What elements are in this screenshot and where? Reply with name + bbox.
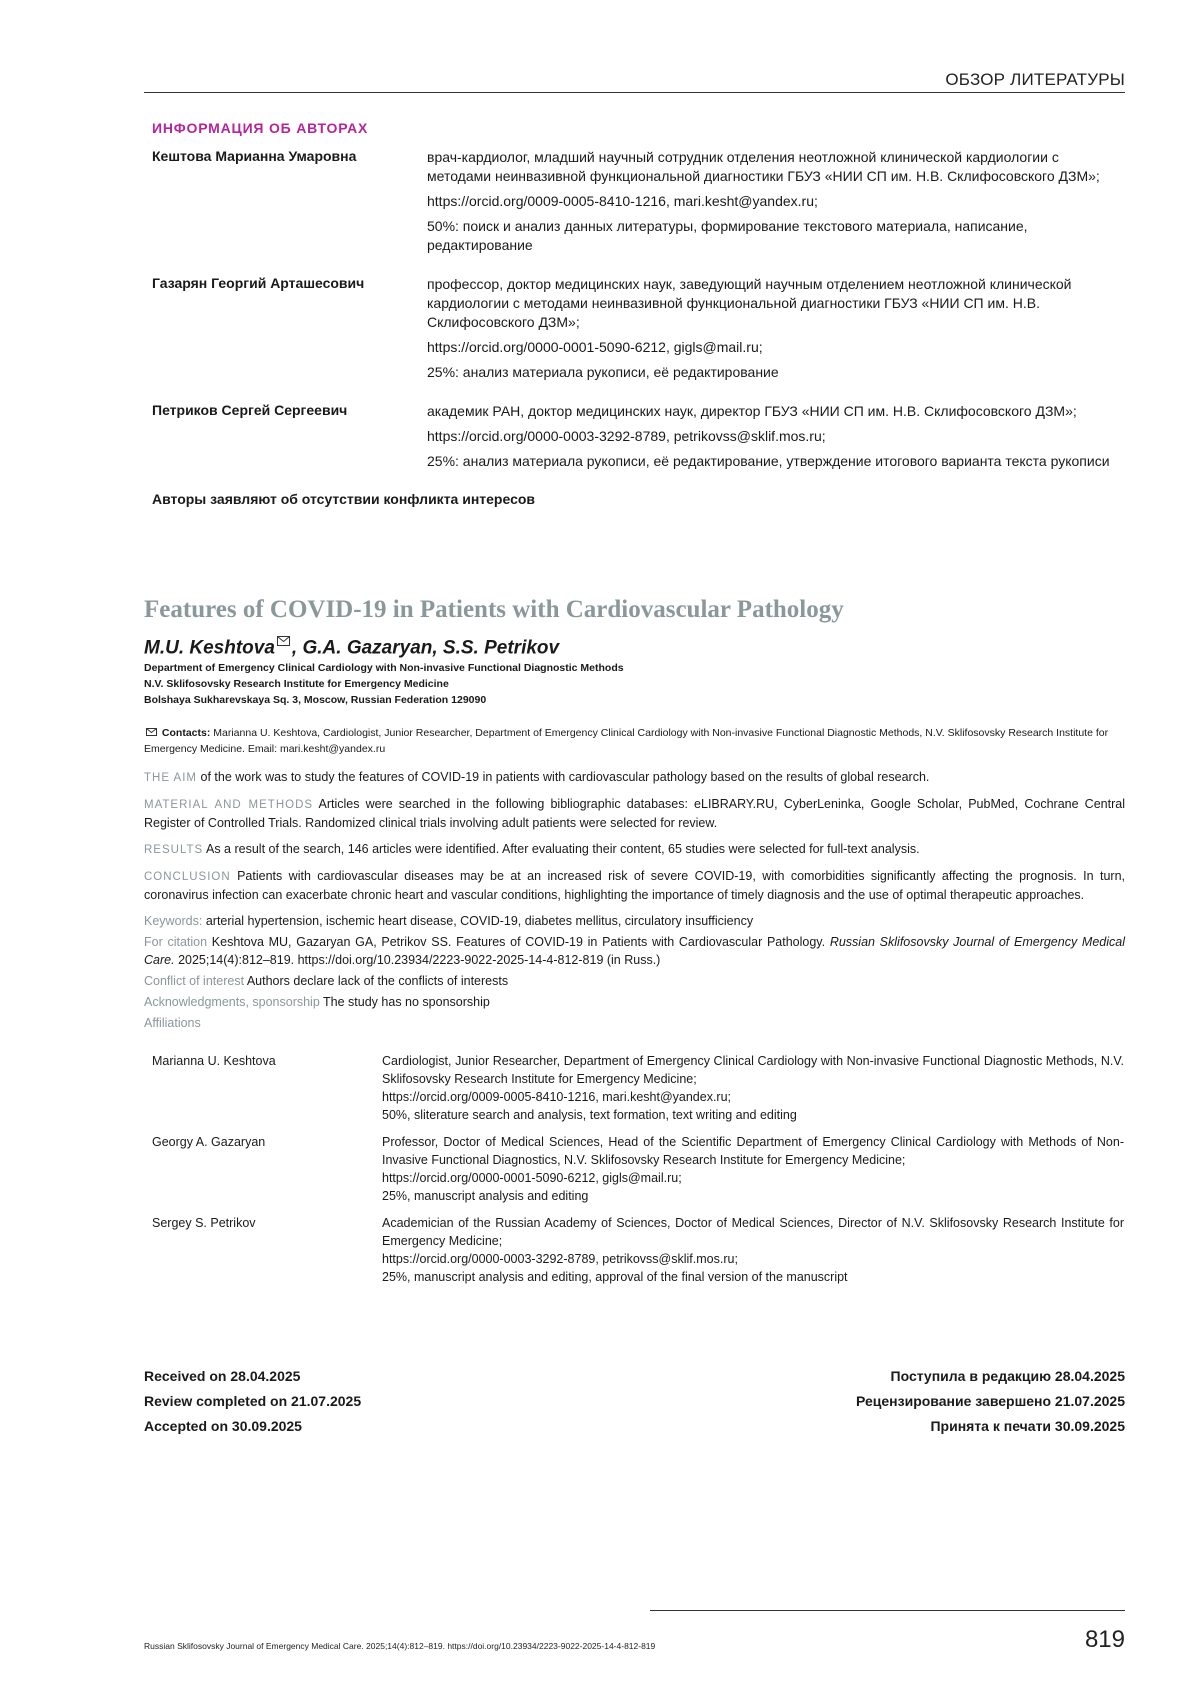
ack-text: The study has no sponsorship: [323, 995, 490, 1009]
other-authors: , G.A. Gazaryan, S.S. Petrikov: [291, 637, 560, 659]
affiliation-line: N.V. Sklifosovsky Research Institute for Emergency Medicine: [144, 678, 449, 690]
affiliations-label: Affiliations: [144, 1016, 201, 1030]
conflict-statement-ru: Авторы заявляют об отсутствии конфликта интересов: [152, 491, 536, 507]
paper-authors: [144, 630, 559, 659]
author-orcid-link[interactable]: https://orcid.org/0009-0005-8410-1216, mari.kesht@yandex.ru;: [427, 193, 818, 209]
author-row: [152, 148, 1122, 261]
citation-journal: Russian Sklifosovsky Journal of Emergency Medical Care.: [144, 935, 1125, 967]
authors-info-ru: [152, 120, 1122, 507]
dates-ru: [856, 1364, 1125, 1439]
affiliation-position: Cardiologist, Junior Researcher, Department of Emergency Clinical Cardiology with Non-invasive Functional Diagnostic Methods, N.V. Sklifosovsky Research Institute for Emergency Medicine;: [382, 1054, 1124, 1086]
affiliation-orcid-link[interactable]: https://orcid.org/0000-0003-3292-8789, petrikovss@sklif.mos.ru;: [382, 1252, 738, 1266]
contacts-label: Contacts:: [161, 727, 211, 739]
keywords-text: arterial hypertension, ischemic heart disease, COVID-19, diabetes mellitus, circulatory insufficiency: [205, 914, 754, 928]
conflict-label: Conflict of interest: [144, 974, 245, 988]
results-label: RESULTS: [144, 844, 204, 856]
results-text: As a result of the search, 146 articles were identified. After evaluating their content, 65 studies were selected for full-text analysis.: [206, 842, 920, 856]
accepted-date-ru: Принята к печати 30.09.2025: [930, 1418, 1125, 1434]
affiliation-orcid-link[interactable]: https://orcid.org/0009-0005-8410-1216, mari.kesht@yandex.ru;: [382, 1090, 731, 1104]
paper-title: Features of COVID-19 in Patients with Cardiovascular Pathology: [144, 596, 844, 623]
contacts-note: [144, 725, 1125, 757]
affiliation-line: Bolshaya Sukharevskaya Sq. 3, Moscow, Russian Federation 129090: [144, 694, 487, 706]
author-position: профессор, доктор медицинских наук, заведующий научным отделением неотложной клинической кардиологии с методами неинвазивной функциональной диагностики ГБУЗ «НИИ СП им. Н.В. Склифосовского ДЗМ»;: [427, 276, 1072, 330]
first-author: M.U. Keshtova: [144, 637, 275, 659]
affiliation-orcid-link[interactable]: https://orcid.org/0000-0001-5090-6212, gigls@mail.ru;: [382, 1171, 682, 1185]
affiliation-position: Professor, Doctor of Medical Sciences, Head of the Scientific Department of Emergency Clinical Cardiology with Methods of Non-Invasive Functional Diagnostics, N.V. Sklifosovsky Research Institute for Emergency Medicine;: [382, 1135, 1124, 1167]
methods-text: Articles were searched in the following bibliographic databases: eLIBRARY.RU, CyberLeninka, Google Scholar, PubMed, Cochrane Central Register of Controlled Trials. Randomized clinical trials involving adult patients were selected for review.: [144, 797, 1125, 830]
envelope-icon: [277, 630, 290, 652]
affiliation-contribution: 25%, manuscript analysis and editing: [382, 1189, 589, 1203]
author-contribution: 25%: анализ материала рукописи, её редактирование: [427, 364, 779, 380]
citation-doi[interactable]: 2025;14(4):812–819. https://doi.org/10.23934/2223-9022-2025-14-4-812-819 (in Russ.): [178, 953, 661, 967]
review-date-ru: Рецензирование завершено 21.07.2025: [856, 1393, 1125, 1409]
affiliation-row: [152, 1133, 1124, 1205]
author-name: Кештова Марианна Умаровна: [152, 148, 357, 164]
author-contribution: 50%: поиск и анализ данных литературы, формирование текстового материала, написание, редактирование: [427, 218, 1028, 253]
header-divider: [144, 92, 1125, 93]
methods-label: MATERIAL AND METHODS: [144, 799, 314, 811]
page-number: 819: [1084, 1626, 1125, 1653]
citation-label: For citation: [144, 935, 208, 949]
author-orcid-link[interactable]: https://orcid.org/0000-0003-3292-8789, petrikovss@sklif.mos.ru;: [427, 428, 826, 444]
aim-text: of the work was to study the features of COVID-19 in patients with cardiovascular pathology based on the results of global research.: [200, 770, 930, 784]
received-date-en: Received on 28.04.2025: [144, 1368, 301, 1384]
author-row: [152, 275, 1122, 388]
abstract: [144, 768, 1125, 1035]
author-contribution: 25%: анализ материала рукописи, её редактирование, утверждение итогового варианта текста рукописи: [427, 453, 1110, 469]
author-position: академик РАН, доктор медицинских наук, директор ГБУЗ «НИИ СП им. Н.В. Склифосовского ДЗМ»;: [427, 403, 1077, 419]
author-position: врач-кардиолог, младший научный сотрудник отделения неотложной клинической кардиологии с методами неинвазивной функциональной диагностики ГБУЗ «НИИ СП им. Н.В. Склифосовского ДЗМ»;: [427, 149, 1100, 184]
dates-en: [144, 1364, 361, 1439]
citation-text: Keshtova MU, Gazaryan GA, Petrikov SS. Features of COVID-19 in Patients with Cardiovascular Pathology.: [211, 935, 826, 949]
affiliation-contribution: 50%, sliterature search and analysis, text formation, text writing and editing: [382, 1108, 797, 1122]
keywords-label: Keywords:: [144, 914, 203, 928]
affiliation-row: [152, 1052, 1124, 1124]
ack-label: Acknowledgments, sponsorship: [144, 995, 320, 1009]
affiliation-author-name: Sergey S. Petrikov: [152, 1216, 256, 1230]
received-date-ru: Поступила в редакцию 28.04.2025: [890, 1368, 1125, 1384]
accepted-date-en: Accepted on 30.09.2025: [144, 1418, 302, 1434]
footer-divider: [650, 1610, 1125, 1611]
authors-info-heading: ИНФОРМАЦИЯ ОБ АВТОРАХ: [152, 120, 369, 136]
paper-affiliation: [144, 660, 624, 708]
conclusion-text: Patients with cardiovascular diseases may be at an increased risk of severe COVID-19, with comorbidities significantly affecting the prognosis. In turn, coronavirus infection can exacerbate chronic heart and vascular conditions, highlighting the importance of timely diagnosis and the use of optimal therapeutic approaches.: [144, 869, 1125, 902]
affiliation-row: [152, 1214, 1124, 1286]
affiliation-line: Department of Emergency Clinical Cardiology with Non-invasive Functional Diagnostic Methods: [144, 662, 624, 674]
author-name: Петриков Сергей Сергеевич: [152, 402, 348, 418]
author-orcid-link[interactable]: https://orcid.org/0000-0001-5090-6212, gigls@mail.ru;: [427, 339, 763, 355]
contacts-text: Marianna U. Keshtova, Cardiologist, Junior Researcher, Department of Emergency Clinical Cardiology with Non-invasive Functional Diagnostic Methods, N.V. Sklifosovsky Research Institute for Emergency Medicine. Email: mari.kesht@yandex.ru: [144, 727, 1109, 755]
author-name: Газарян Георгий Арташесович: [152, 275, 365, 291]
affiliation-position: Academician of the Russian Academy of Sciences, Doctor of Medical Sciences, Director of N.V. Sklifosovsky Research Institute for Emergency Medicine;: [382, 1216, 1124, 1248]
affiliation-author-name: Georgy A. Gazaryan: [152, 1135, 266, 1149]
author-row: [152, 402, 1122, 477]
review-date-en: Review completed on 21.07.2025: [144, 1393, 362, 1409]
affiliations-en: [152, 1052, 1124, 1295]
running-header: ОБЗОР ЛИТЕРАТУРЫ: [945, 70, 1125, 89]
affiliation-author-name: Marianna U. Keshtova: [152, 1054, 276, 1068]
affiliation-contribution: 25%, manuscript analysis and editing, approval of the final version of the manuscript: [382, 1270, 848, 1284]
aim-label: THE AIM: [144, 772, 198, 784]
conflict-text: Authors declare lack of the conflicts of interests: [246, 974, 509, 988]
footer-journal-line: Russian Sklifosovsky Journal of Emergency Medical Care. 2025;14(4):812–819. https://doi.org/10.23934/2223-9022-2025-14-4-812-819: [144, 1641, 656, 1651]
envelope-icon: [146, 725, 157, 741]
conclusion-label: CONCLUSION: [144, 871, 231, 883]
